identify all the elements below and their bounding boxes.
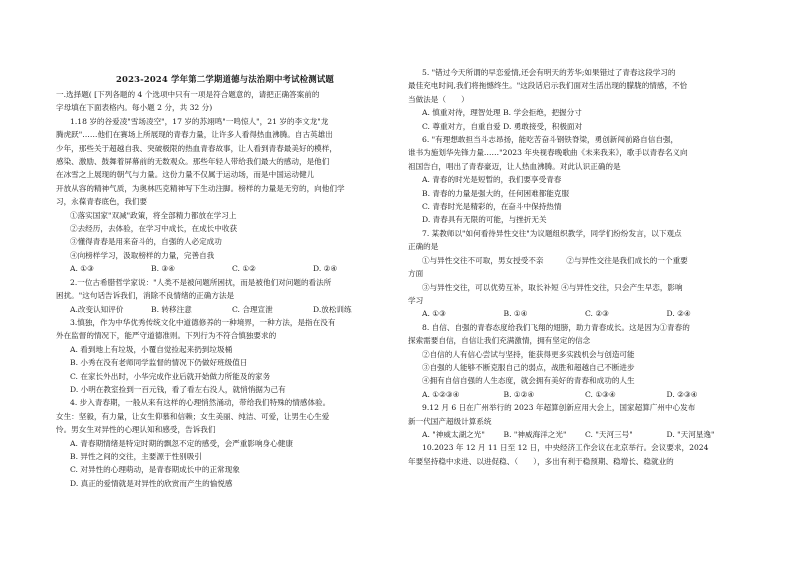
text-line: 一.选择题( [下列各题的 4 个选项中只有一项是符合题意的，请把正确答案前的 — [56, 90, 320, 99]
answer-option: A. ①③ — [422, 309, 446, 319]
text-line: ③自强的人能够不断克服自己的弱点，战胜和超越自己不断进步 — [422, 362, 635, 372]
text-line: 感染、激励、鼓舞着屏幕前的无数观众。那些年轻人带给我们最大的感动，是他们 — [56, 157, 330, 167]
text-line: ③与异性交往，可以优势互补，取长补短 ④与异性交往，只会产生早恋，影响 — [422, 282, 683, 292]
answer-option: A. ①③ — [70, 264, 94, 274]
text-line: ②自信的人有信心尝试与坚持，能获得更多实践机会与创造可能 — [422, 349, 635, 359]
answer-option: B. "神威海洋之光" — [503, 429, 567, 439]
text-line: 3.慎独，作为中华优秀传统文化中道德修养的一种境界，一种方法，是指在没有 — [70, 317, 336, 327]
answer-option: A. ①②③④ — [422, 389, 460, 399]
text-line: 1.18 岁的谷爱凌"雪场凌空"，17 岁的苏翊鸣"一鸣惊人"，21 岁的李文龙"龙 — [70, 116, 329, 126]
text-line: 学习 — [408, 295, 424, 305]
exam-title: 2023-2024 学年第二学期道德与法治期中考试检测试题 — [116, 74, 334, 84]
answer-option: C. 合理宣泄 — [232, 304, 273, 314]
answer-option: D.放松训练 — [313, 304, 352, 314]
text-line: ①与异性交往不可取，男女授受不亲 ②与异性交往是我们成长的一个重要 — [422, 255, 688, 265]
text-line: B. 小秀在没有老师同学监督的情况下仍做好班级值日 — [70, 358, 248, 368]
text-line: ①落实国家"双减"政策，将全部精力都放在学习上 — [70, 210, 237, 220]
text-line: 在冰雪之上展现的朝气与力量。这份力量不仅属于运动场，而是中国运动健儿 — [56, 170, 315, 180]
answer-options-row — [56, 303, 394, 316]
answer-option: D. "天河星逸" — [666, 429, 715, 439]
answer-option: C. ②③ — [585, 309, 609, 319]
text-line: 8. 自信、自强的青春态度给我们飞翔的翅膀，助力青春成长。这是因为①青春的 — [422, 322, 690, 332]
text-line: A. 慎重对待，理智处理 B. 学会拒绝，把握分寸 — [422, 108, 582, 118]
answer-option: A. "神威太湖之光" — [422, 429, 485, 439]
answer-option: C. "天河三号" — [585, 429, 633, 439]
answer-options-row — [408, 428, 748, 441]
text-line: 当做法是（ ） — [408, 94, 469, 104]
text-line: 外在监督的情况下，能严守道德准则。下列行为不符合慎独要求的 — [56, 331, 277, 341]
text-line: ②去经历，去体验，在学习中成长，在成长中收获 — [70, 224, 238, 234]
text-line: ③懂得青春是用来奋斗的，自强的人必定成功 — [70, 237, 222, 247]
answer-option: B. 转移注意 — [151, 304, 192, 314]
text-line: 字母填在下面表格内。每小题 2 分，共 32 分) — [56, 103, 213, 113]
text-line: A. 看到地上有垃圾，小覆自觉捡起来扔到垃圾桶 — [70, 344, 233, 354]
text-line: 方面 — [408, 269, 424, 279]
text-line: 5. "错过今天所谓的早恋爱情,还会有明天的芳华;如果错过了青春这段学习的 — [422, 68, 676, 77]
answer-options-row — [408, 388, 748, 401]
answer-option: B. ①②④ — [503, 389, 535, 399]
text-line: ④向榜样学习，汲取榜样的力量，完善自我 — [70, 250, 215, 260]
text-line: 女生：坚毅，有力量，让女生仰慕和信赖；女生美丽、纯洁、可爱，让男生心生爱 — [56, 411, 330, 421]
text-line: 祖国告白，唱出了青春豪迈，让人热血沸腾。对此认识正确的是 — [408, 161, 621, 171]
text-line: 最佳充电时间,我们将拖憾终生。"这段话启示我们面对生活出现的朦胧的情感，不恰 — [408, 81, 688, 91]
right-column — [408, 66, 748, 468]
text-line: 正确的是 — [408, 242, 439, 252]
left-column — [56, 66, 394, 490]
text-line: D. 真正的爱情就是对异性的欣赏而产生的愉悦感 — [70, 478, 233, 488]
answer-option: B. ①④ — [503, 309, 528, 319]
text-line: A. 青春期情绪是特定时期的飘忽不定的感受，会严重影响身心健康 — [70, 438, 293, 448]
text-line: 2.一位古希腊哲学家说："人类不是被问题所困扰，而是被他们对问题的看法所 — [70, 277, 332, 287]
text-line: 4. 步入青春期，一般从来有这样的心理悄然涌动，带给我们特殊的情感体验。 — [70, 398, 331, 408]
answer-option: C. ①② — [232, 264, 256, 274]
text-line: 谁书为施划华先锋力量……"2023 年央视春晚歌曲《未来我来》，歌手以青春名义向 — [408, 148, 688, 158]
text-line: 腾虎跃"……他们在赛场上所展现的青春力量，让许多人看得热血沸腾。自古英雄出 — [56, 130, 333, 140]
text-line: 开放从容的精神气质，为奥林匹克精神写下生动注脚。榜样的力量是无穷的，向他们学 — [56, 183, 345, 193]
text-line: C. 在家长外出时，小华完成作业后就开始做力所能及的家务 — [70, 371, 271, 381]
text-line: B. 异性之间的交往，主要源于性别吸引 — [70, 451, 202, 461]
text-line: B. 青春的力量是强大的，任何困难都能克服 — [422, 188, 570, 198]
answer-options-row — [408, 307, 748, 320]
text-line: 探索需要自信，自信让我们充满激情，拥有坚定的信念 — [408, 336, 591, 346]
answer-option: C. ①③④ — [585, 389, 616, 399]
text-line: 习，永葆青春底色，我们要 — [56, 197, 148, 207]
text-line: 7. 某教师以"如何看待异性交往"为议题组织教学，同学们纷纷发言，以下观点 — [422, 228, 682, 238]
text-line: C. 对异性的心理萌动，是青春期成长中的正常现象 — [70, 465, 240, 475]
text-line: 6. "有理想敢担当斗志昂扬，能吃苦奋斗钢铁脊梁，勇创新闯前路自信自强， — [422, 135, 679, 145]
text-line: C. 青春时光是精彩的，在奋斗中保持热情 — [422, 202, 562, 212]
answer-option: D. ②③④ — [666, 389, 698, 399]
text-line: D. 青春具有无限的可能，与挫折无关 — [422, 215, 547, 225]
text-line: C. 尊重对方，自重自爱 D. 勇敢接受，积极面对 — [422, 121, 583, 131]
text-line: 困扰。"这句话告诉我们，消除不良情绪的正确方法是 — [56, 291, 235, 301]
text-line: 年要坚持稳中求进、以进促稳、（ ），多出有利于稳预期、稳增长、稳就业的 — [408, 456, 674, 466]
answer-options-row — [56, 262, 394, 275]
answer-option: D. ②④ — [313, 264, 338, 274]
text-line: 9.12 月 6 日在广州举行的 2023 年超算创新应用大会上，国家超算广州中心发布 — [422, 403, 696, 413]
answer-option: D. ②④ — [666, 309, 691, 319]
text-line: 新一代国产超级计算系统 — [408, 416, 492, 426]
text-line: 怜。男女生对异性的心理认知和感受，告诉我们 — [56, 425, 216, 435]
text-line: ④拥有自信自强的人生态度，就会拥有美好的青春和成功的人生 — [422, 376, 635, 386]
text-line: 10.2023 年 12 月 11 日至 12 日，中央经济工作会议在北京举行。会议要求，2024 — [422, 443, 709, 453]
answer-option: A.改变认知评价 — [70, 304, 124, 314]
answer-option: B. ③④ — [151, 264, 176, 274]
text-line: 少年，那些关于超越自我、突破极限的热血青春故事，让人看到青春最美好的模样， — [56, 143, 337, 153]
text-line: A. 青春的时光是短暂的，我们要享受青春 — [422, 175, 562, 185]
text-line: D. 小明在教室捡到一百元钱，看了看左右没人，就悄悄据为己有 — [70, 384, 286, 394]
